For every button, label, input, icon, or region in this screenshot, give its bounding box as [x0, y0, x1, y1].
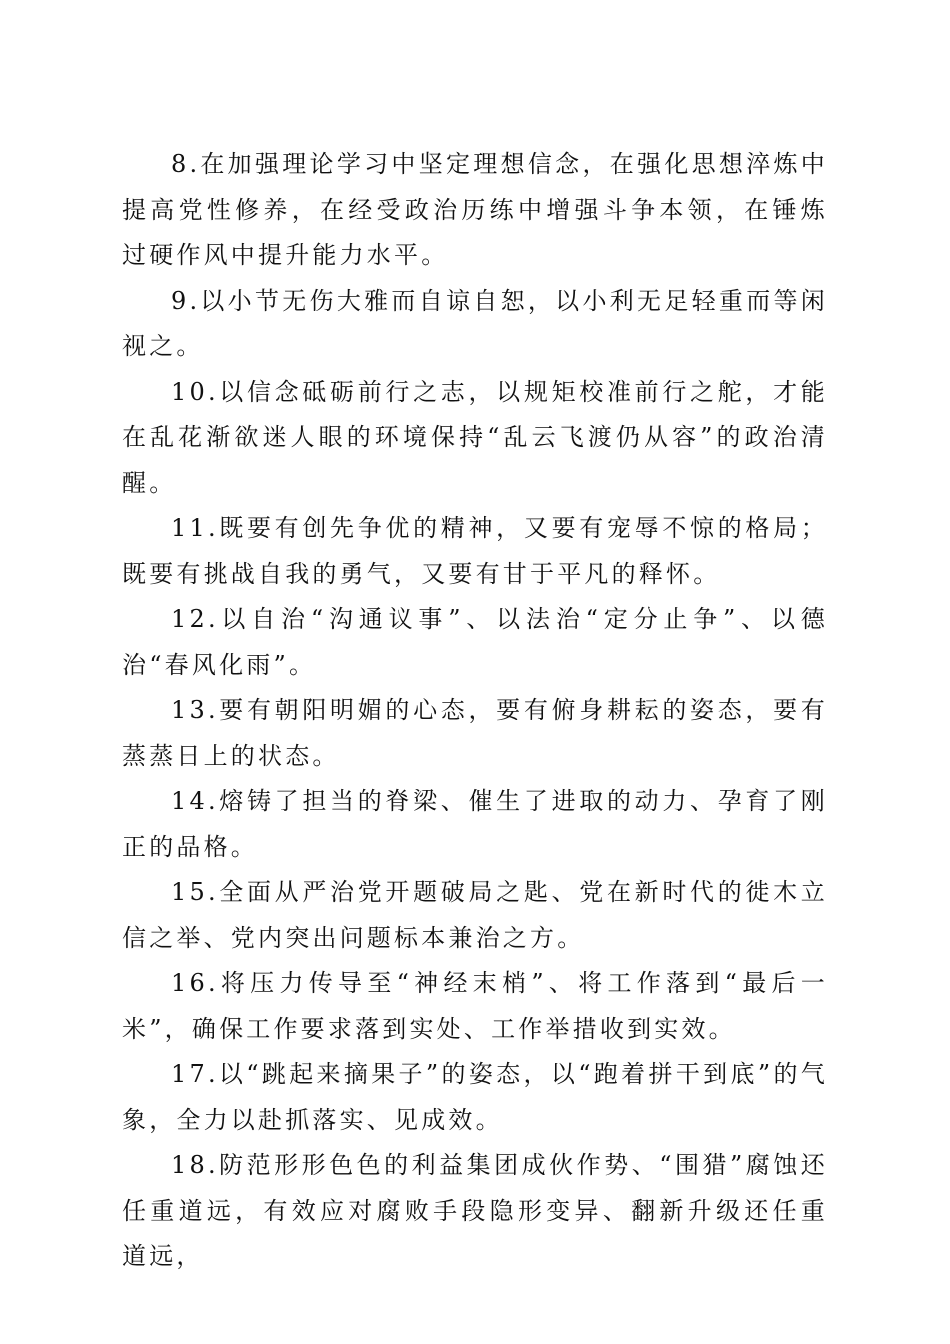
paragraph-15: 15.全面从严治党开题破局之匙、党在新时代的徙木立信之举、党内突出问题标本兼治之方。	[122, 878, 828, 952]
paragraph-12: 12.以自治“沟通议事”、以法治“定分止争”、以德治“春风化雨”。	[122, 605, 828, 679]
paragraph-16: 16.将压力传导至“神经末梢”、将工作落到“最后一米”，确保工作要求落到实处、工作举措收到实效。	[122, 969, 828, 1043]
paragraph-9: 9.以小节无伤大雅而自谅自恕，以小利无足轻重而等闲视之。	[122, 286, 828, 360]
paragraph-14: 14.熔铸了担当的脊梁、催生了进取的动力、孕育了刚正的品格。	[122, 787, 828, 861]
paragraph-10: 10.以信念砥砺前行之志，以规矩校准前行之舵，才能在乱花渐欲迷人眼的环境保持“乱云飞渡仍从容”的政治清醒。	[122, 377, 828, 497]
paragraph-18: 18.防范形形色色的利益集团成伙作势、“围猎”腐蚀还任重道远，有效应对腐败手段隐形变异、翻新升级还任重道远，	[122, 1151, 828, 1270]
paragraph-11: 11.既要有创先争优的精神，又要有宠辱不惊的格局；既要有挑战自我的勇气，又要有甘于平凡的释怀。	[122, 514, 828, 588]
paragraph-8: 8.在加强理论学习中坚定理想信念，在强化思想淬炼中提高党性修养，在经受政治历练中增强斗争本领，在锤炼过硬作风中提升能力水平。	[122, 150, 828, 269]
paragraph-13: 13.要有朝阳明媚的心态，要有俯身耕耘的姿态，要有蒸蒸日上的状态。	[122, 696, 828, 770]
document-body	[122, 142, 828, 1280]
paragraph-17: 17.以“跳起来摘果子”的姿态，以“跑着拼干到底”的气象，全力以赴抓落实、见成效。	[122, 1060, 828, 1134]
